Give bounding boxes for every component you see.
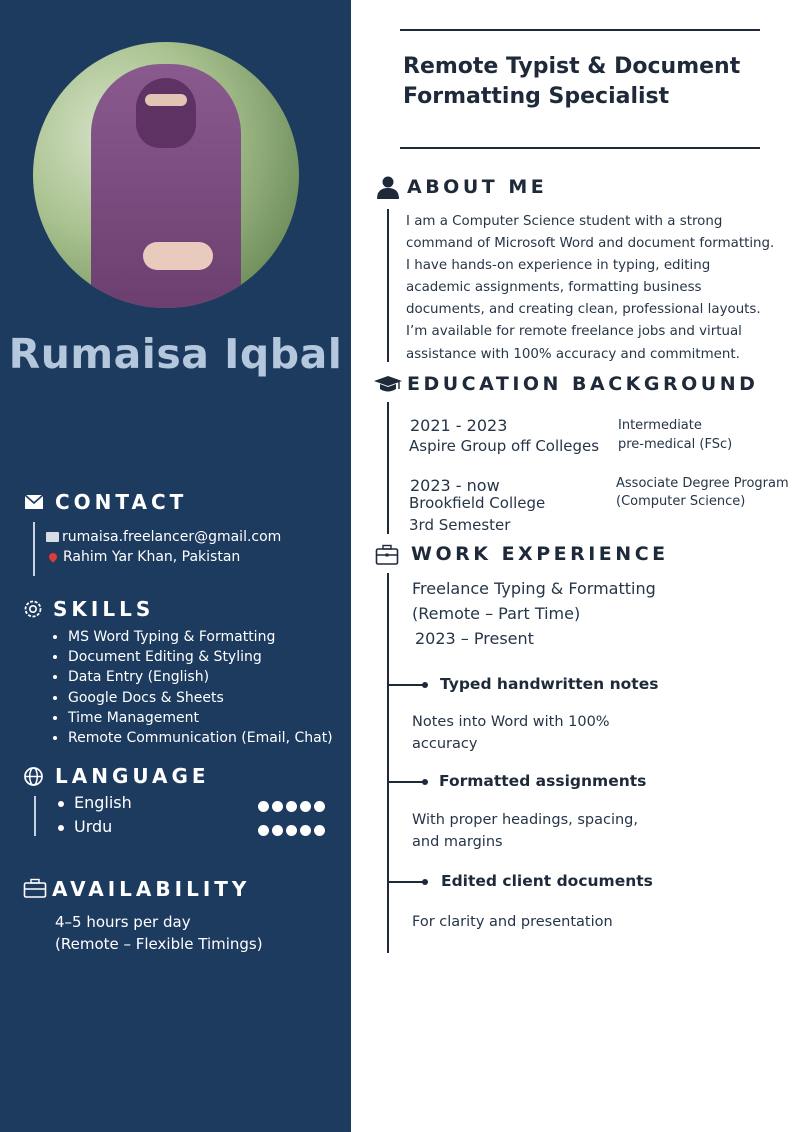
work-item-3-dot — [422, 879, 428, 885]
list-item: • Data Entry (English) — [68, 667, 333, 687]
work-item-1-connector — [387, 684, 425, 686]
work-item-2-desc: With proper headings, spacing, — [412, 812, 638, 828]
about-line — [387, 209, 389, 362]
work-item-3-connector — [387, 881, 425, 883]
list-item: • Time Management — [68, 708, 333, 728]
language-title: LANGUAGE — [55, 764, 210, 788]
profile-photo — [33, 42, 299, 308]
contact-title: CONTACT — [55, 490, 188, 514]
briefcase-icon — [23, 878, 47, 899]
education-1-degree-detail: pre-medical (FSc) — [618, 437, 733, 452]
education-1-degree: Intermediate — [618, 418, 702, 433]
work-item-3-title: Edited client documents — [441, 872, 653, 890]
work-line — [387, 573, 389, 953]
globe-icon — [23, 766, 44, 787]
work-type: (Remote – Part Time) — [412, 604, 581, 623]
work-role: Freelance Typing & Formatting — [412, 579, 656, 598]
education-title: EDUCATION BACKGROUND — [407, 373, 759, 395]
work-period: 2023 – Present — [415, 629, 534, 648]
education-1-school: Aspire Group off Colleges — [409, 437, 600, 455]
work-title: WORK EXPERIENCE — [411, 543, 669, 565]
language-urdu-rating — [258, 821, 328, 840]
education-2-semester: 3rd Semester — [409, 516, 511, 534]
education-2-years: 2023 - now — [410, 476, 500, 495]
mail-icon — [46, 532, 59, 542]
education-2-degree: Associate Degree Program — [616, 476, 789, 491]
work-item-2-title: Formatted assignments — [439, 772, 647, 790]
list-item: • Remote Communication (Email, Chat) — [68, 728, 333, 748]
pin-icon — [47, 551, 58, 562]
title-divider — [400, 147, 760, 149]
work-item-2-dot — [422, 779, 428, 785]
contact-email[interactable]: rumaisa.freelancer@gmail.com — [46, 527, 281, 547]
work-item-1-title: Typed handwritten notes — [440, 675, 659, 693]
graduation-cap-icon — [373, 375, 403, 395]
education-2-degree-detail: (Computer Science) — [616, 494, 746, 509]
candidate-name: Rumaisa Iqbal — [8, 330, 343, 378]
gear-icon — [22, 598, 44, 620]
education-1-years: 2021 - 2023 — [410, 416, 508, 435]
language-english: English — [58, 793, 132, 812]
list-item: • MS Word Typing & Formatting — [68, 627, 333, 647]
person-icon — [376, 175, 400, 199]
language-urdu: Urdu — [58, 817, 112, 836]
about-title: ABOUT ME — [407, 176, 548, 198]
availability-note: (Remote – Flexible Timings) — [55, 935, 263, 953]
job-title: Remote Typist & Document Formatting Specialist — [403, 54, 741, 109]
language-line — [34, 796, 36, 836]
work-item-1-desc: Notes into Word with 100% — [412, 714, 610, 730]
envelope-icon — [24, 494, 44, 510]
education-2-school: Brookfield College — [409, 494, 546, 512]
left-sidebar — [0, 0, 351, 1132]
work-item-1-dot — [422, 682, 428, 688]
list-item: • Google Docs & Sheets — [68, 688, 333, 708]
availability-title: AVAILABILITY — [52, 877, 251, 901]
contact-line — [33, 522, 35, 576]
work-item-2-connector — [387, 781, 425, 783]
briefcase-icon — [375, 544, 399, 566]
top-divider — [400, 29, 760, 31]
work-item-1-desc-2: accuracy — [412, 736, 478, 752]
skills-list — [50, 627, 333, 748]
language-english-rating — [258, 797, 328, 816]
skills-title: SKILLS — [53, 597, 155, 621]
list-item: • Document Editing & Styling — [68, 647, 333, 667]
contact-location: Rahim Yar Khan, Pakistan — [46, 547, 240, 567]
work-item-3-desc: For clarity and presentation — [412, 914, 613, 930]
work-item-2-desc-2: and margins — [412, 834, 503, 850]
education-line — [387, 402, 389, 534]
availability-hours: 4–5 hours per day — [55, 913, 191, 931]
about-text: I am a Computer Science student with a strong command of Microsoft Word and document formatting. I have hands-on experience in typing, editing academic assignments, formatting business documents, and creating clean, professional layouts. I’m available for remote freelance jobs and virtual assistance with 100% accuracy and commitment. — [406, 214, 775, 362]
